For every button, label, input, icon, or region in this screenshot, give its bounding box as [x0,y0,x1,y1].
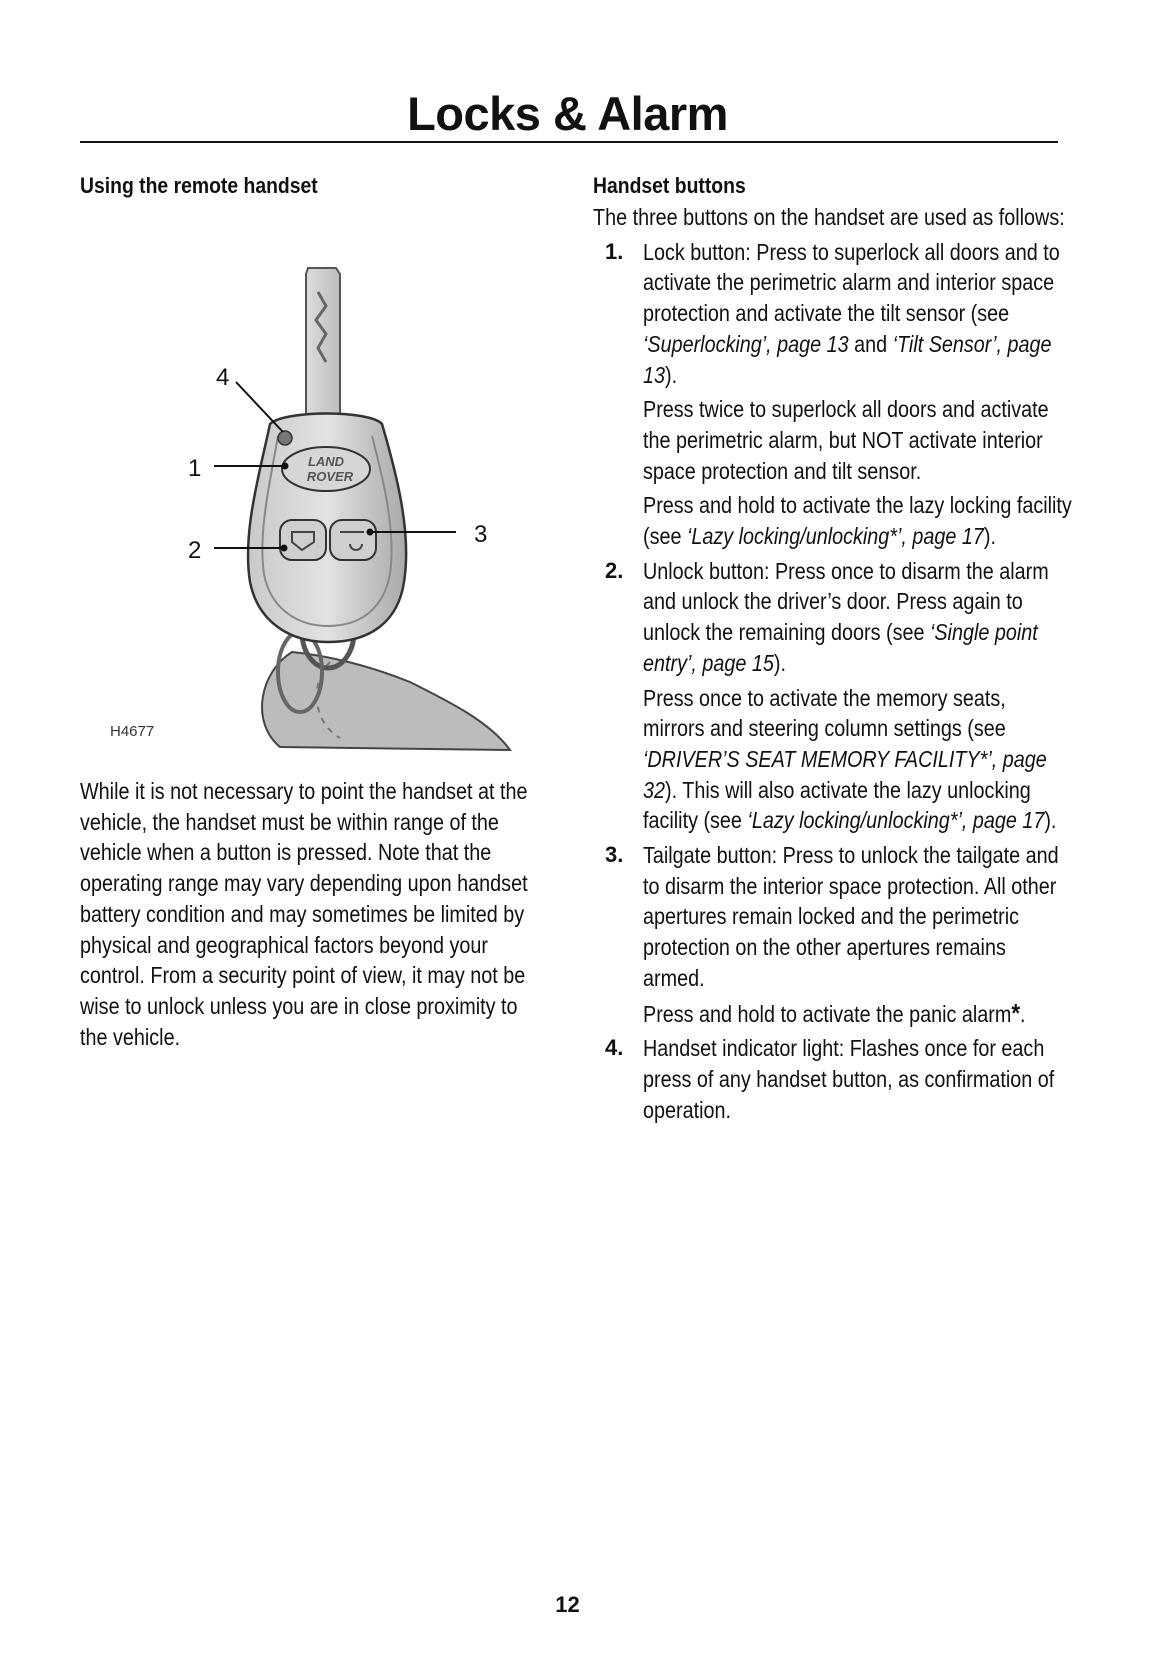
lock-p2-wrap [593,394,1073,486]
left-column [80,170,550,722]
tailgate-button [330,520,376,560]
buttons-intro: The three buttons on the handset are used as follows: [593,204,1065,230]
list-number: 1. [605,238,624,264]
section-heading-handset-buttons: Handset buttons [593,173,746,198]
indicator-p1: Handset indicator light: Flashes once for each press of any handset button, as confirmation of operation. [643,1035,1055,1123]
lock-p3: Press and hold to activate the lazy locking facility (see ‘Lazy locking/unlocking*’, page 17). [643,492,1072,550]
unlock-p2-wrap [593,683,1073,837]
list-number: 3. [605,842,624,868]
right-column [593,170,1073,1125]
callout-1: 1 [188,455,202,482]
list-item-tailgate [593,840,1073,994]
callout-4: 4 [216,364,230,391]
unlock-button [280,520,326,560]
callout-3: 3 [474,521,488,548]
title-rule [80,141,1058,143]
lock-p2: Press twice to superlock all doors and activate the perimetric alarm, but NOT activate interior space protection and tilt sensor. [643,396,1049,484]
list-number: 2. [605,557,624,583]
list-item-indicator [593,1033,1073,1125]
left-paragraph [80,776,550,1052]
logo-text-rover: ROVER [306,469,354,484]
tailgate-p1: Tailgate button: Press to unlock the tailgate and to disarm the interior space protection. All other apertures remain locked and the perimetric protection on the other apertures remains armed. [643,842,1059,991]
list-number: 4. [605,1035,624,1061]
optional-asterisk: * [1011,997,1021,1028]
page-title: Locks & Alarm [407,87,728,140]
leather-tag [262,652,510,750]
tailgate-p2: Press and hold to activate the panic alarm*. [643,997,1026,1028]
logo-text-land: LAND [307,454,345,469]
figure-code: H4677 [110,723,155,740]
lock-p1: Lock button: Press to superlock all doors and to activate the perimetric alarm and interior space protection and activate the tilt sensor (see ‘Superlocking’, page 13 and ‘Tilt Sensor’, page 13). [643,238,1060,388]
list-item-unlock [593,556,1073,679]
callout-2: 2 [188,537,202,564]
page-number: 12 [555,1592,580,1617]
range-paragraph: While it is not necessary to point the handset at the vehicle, the handset must be within range of the vehicle when a button is pressed. Note that the operating range may vary depending upon handset battery condition and may sometimes be limited by physical and geographical factors beyond your control. From a security point of view, it may not be wise to unlock unless you are in close proximity to the vehicle. [80,778,528,1050]
unlock-p2: Press once to activate the memory seats, mirrors and steering column settings (see ‘DRIVER’S SEAT MEMORY FACILITY*’, page 32). This will also activate the lazy unlocking facility (see ‘Lazy locking/unlocking*’, page 17). [643,684,1057,834]
lock-p3-wrap [593,490,1073,551]
key-blade [306,268,340,432]
handset-figure [80,202,550,722]
unlock-p1: Unlock button: Press once to disarm the alarm and unlock the driver’s door. Press again to unlock the remaining doors (see ‘Single point entry’, page 15). [643,557,1049,676]
tailgate-p2-wrap [593,998,1073,1030]
buttons-list [593,237,1073,1126]
section-heading-remote-handset: Using the remote handset [80,173,318,198]
remote-handset-illustration [80,202,550,762]
indicator-light [278,431,292,445]
list-item-lock [593,237,1073,391]
